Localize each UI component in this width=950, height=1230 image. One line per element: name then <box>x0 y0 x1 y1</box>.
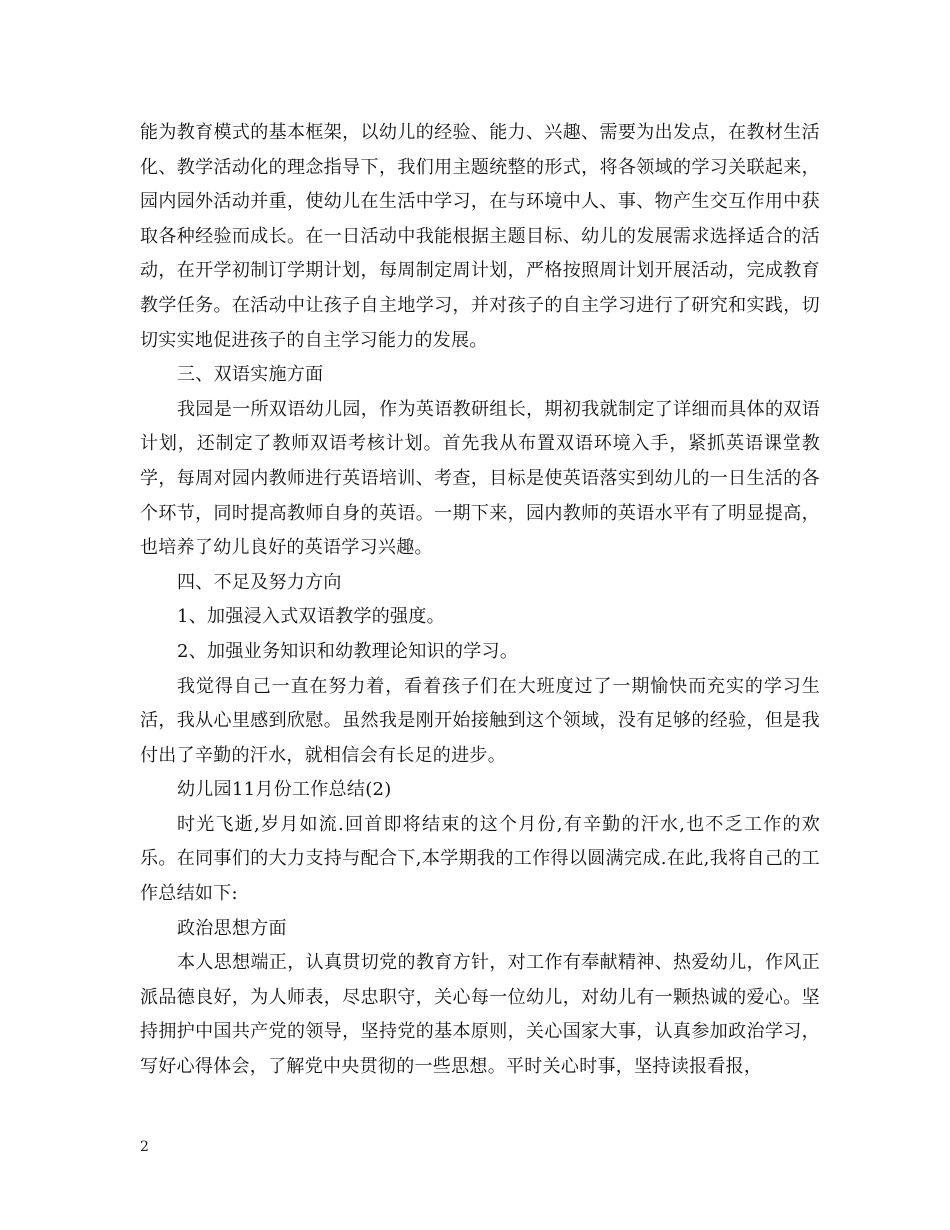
paragraph-intro: 时光飞逝,岁月如流.回首即将结束的这个月份,有辛勤的汗水,也不乏工作的欢乐。在同事们的大力支持与配合下,本学期我的工作得以圆满完成.在此,我将自己的工作总结如下: <box>140 813 820 905</box>
paragraph-bilingual: 我园是一所双语幼儿园，作为英语教研组长，期初我就制定了详细而具体的双语计划，还制定了教师双语考核计划。首先我从布置双语环境入手，紧抓英语课堂教学，每周对园内教师进行英语培训、考查，目标是使英语落实到幼儿的一日生活的各个环节，同时提高教师自身的英语。一期下来，园内教师的英语水平有了明显提高，也培养了幼儿良好的英语学习兴趣。 <box>140 398 820 559</box>
document-subtitle: 幼儿园11月份工作总结(2) <box>177 779 392 801</box>
section-heading-bilingual: 三、双语实施方面 <box>177 364 324 386</box>
section-heading-political: 政治思想方面 <box>177 917 287 939</box>
section-heading-shortcomings: 四、不足及努力方向 <box>177 571 342 593</box>
page-number: 2 <box>140 1139 149 1155</box>
paragraph-1: 能为教育模式的基本框架，以幼儿的经验、能力、兴趣、需要为出发点，在教材生活化、教学活动化的理念指导下，我们用主题统整的形式，将各领域的学习关联起来，园内园外活动并重，使幼儿在生活中学习，在与环境中人、事、物产生交互作用中获取各种经验而成长。在一日活动中我能根据主题目标、幼儿的发展需求选择适合的活动，在开学初制订学期计划，每周制定周计划，严格按照周计划开展活动，完成教育教学任务。在活动中让孩子自主地学习，并对孩子的自主学习进行了研究和实践，切切实实地促进孩子的自主学习能力的发展。 <box>140 122 820 351</box>
paragraph-political: 本人思想端正，认真贯切党的教育方针，对工作有奉献精神、热爱幼儿，作风正派品德良好，为人师表，尽忠职守，关心每一位幼儿，对幼儿有一颗热诚的爱心。坚持拥护中国共产党的领导，坚持党的基本原则，关心国家大事，认真参加政治学习，写好心得体会，了解党中央贯彻的一些思想。平时关心时事，坚持读报看报， <box>140 952 820 1078</box>
list-item-1: 1、加强浸入式双语教学的强度。 <box>177 606 445 628</box>
document-body <box>140 116 820 1085</box>
paragraph-reflection: 我觉得自己一直在努力着，看着孩子们在大班度过了一期愉快而充实的学习生活，我从心里感到欣慰。虽然我是刚开始接触到这个领域，没有足够的经验，但是我付出了辛勤的汗水，就相信会有长足的进步。 <box>140 675 820 766</box>
list-item-2: 2、加强业务知识和幼教理论知识的学习。 <box>177 640 519 662</box>
